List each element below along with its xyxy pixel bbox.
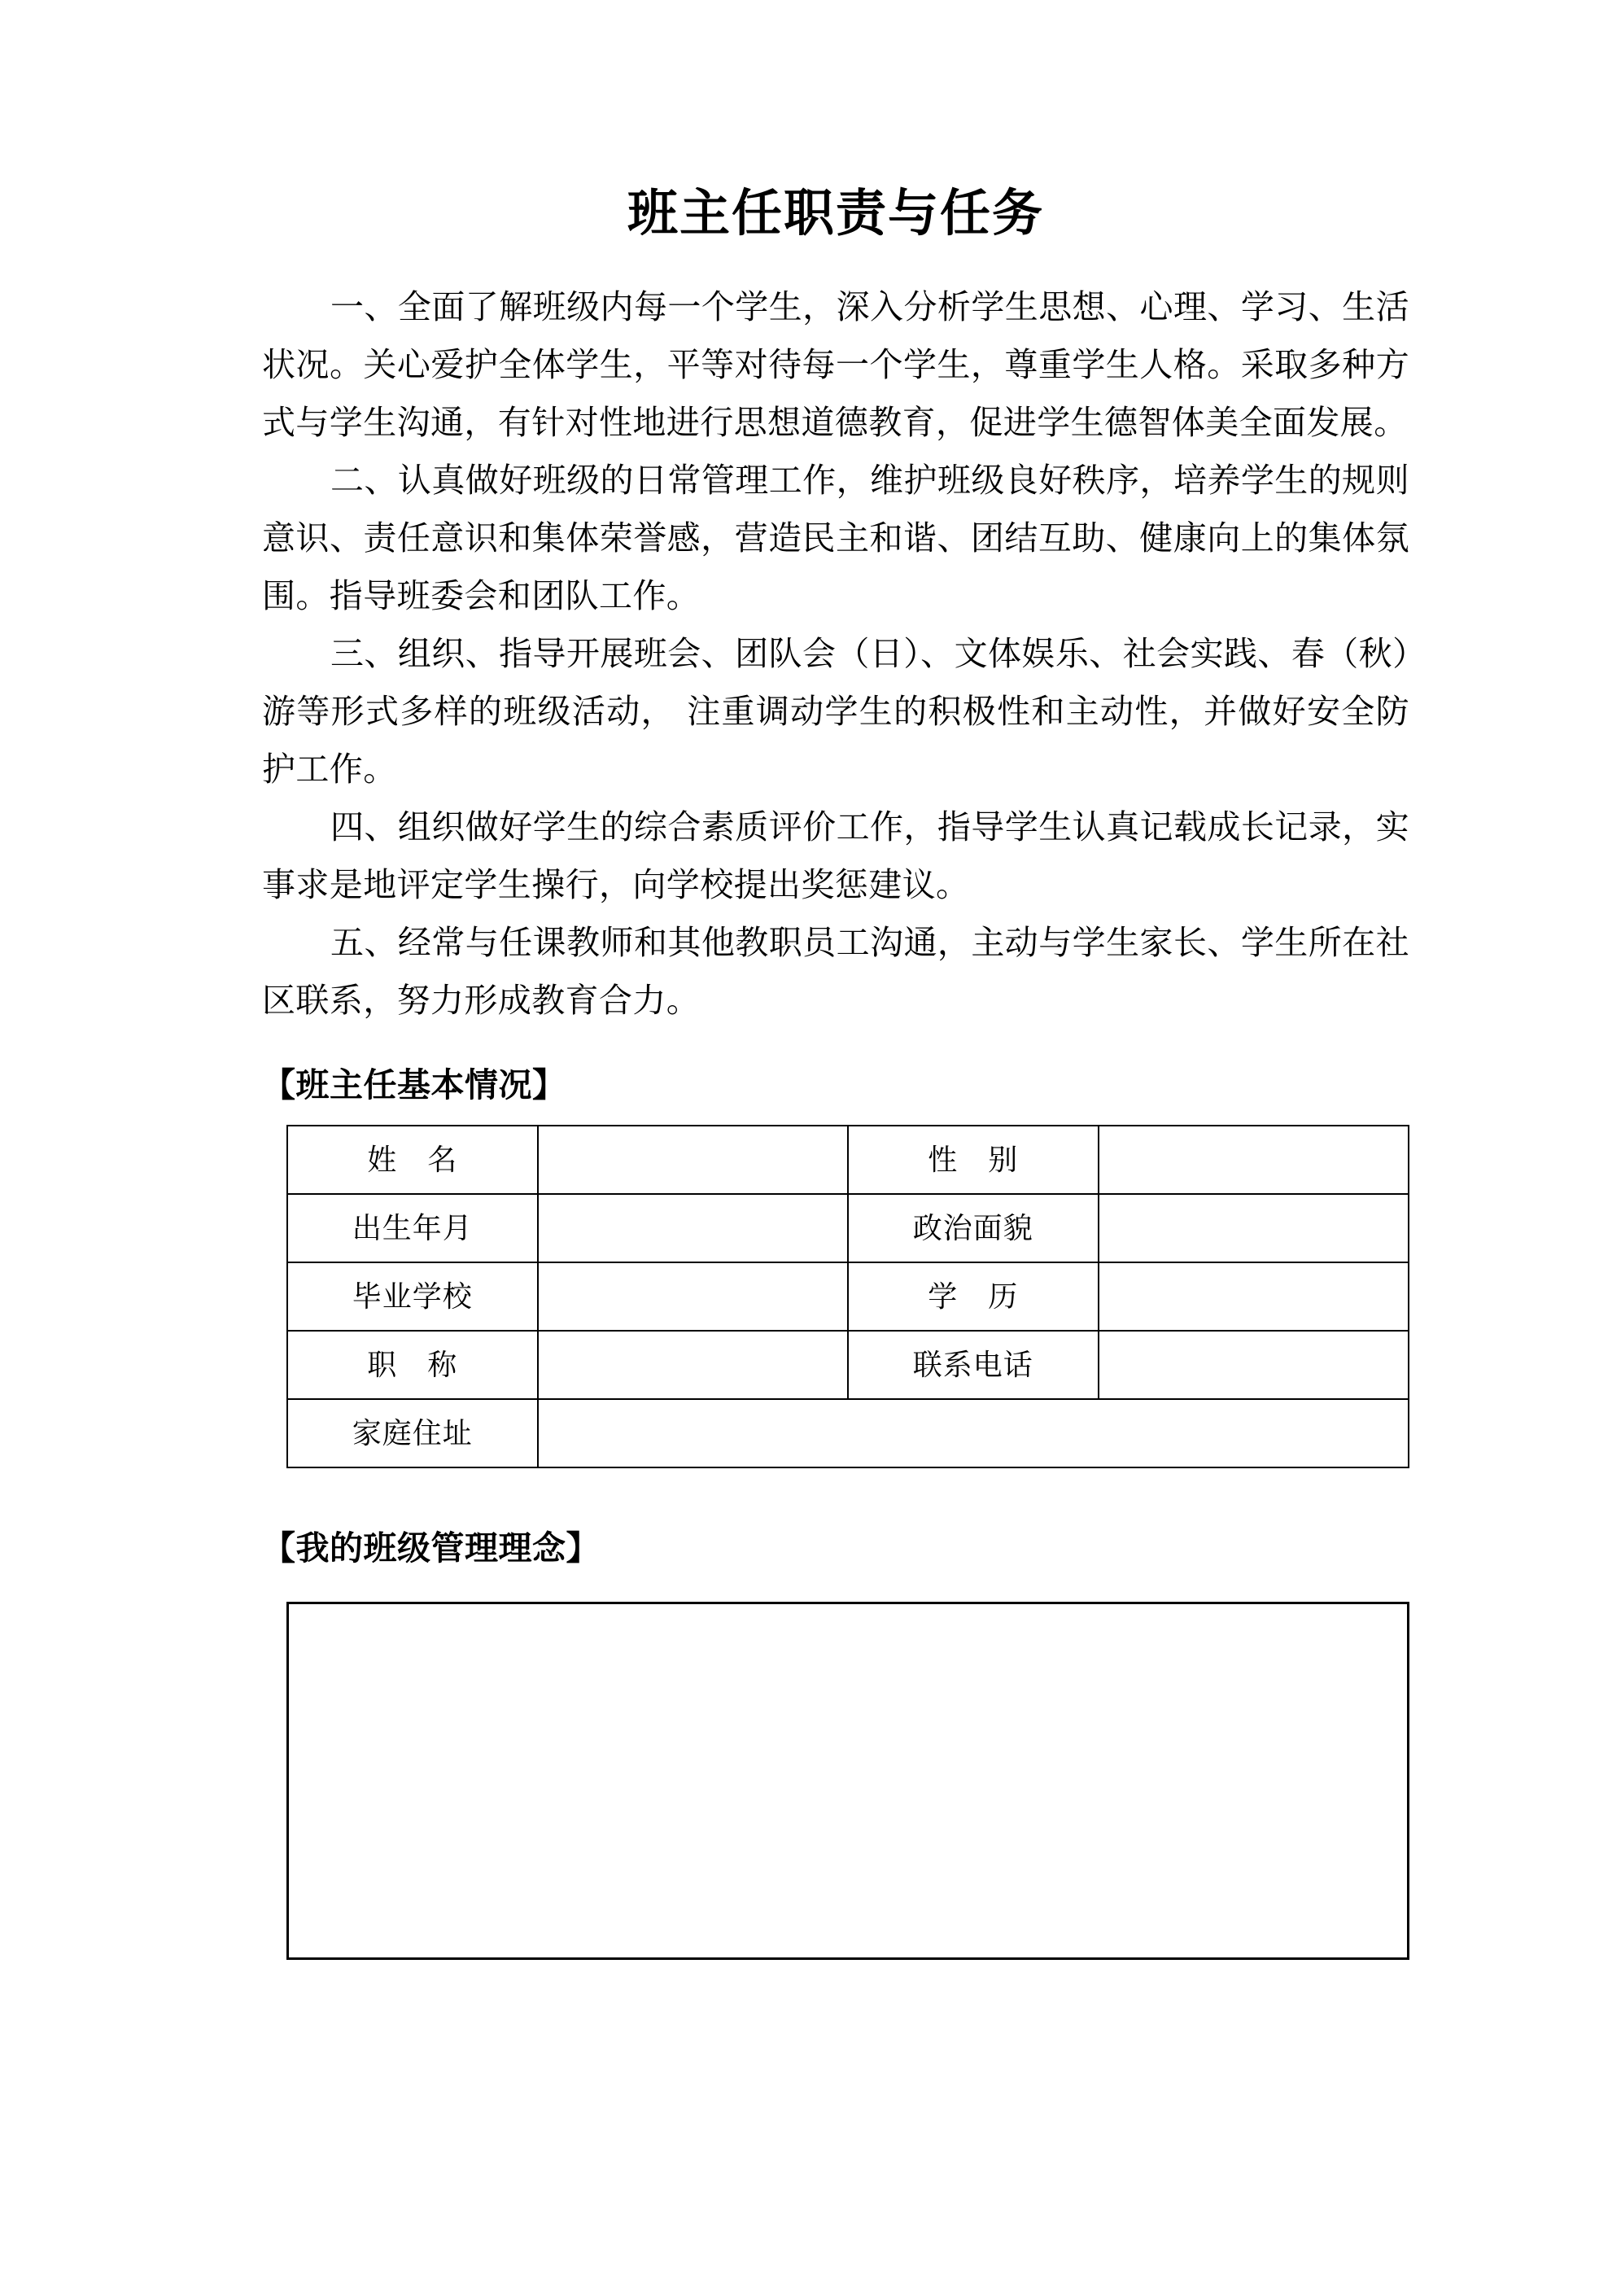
philosophy-answer-box[interactable] xyxy=(286,1602,1409,1960)
table-row xyxy=(287,1126,1409,1194)
table-row xyxy=(287,1194,1409,1262)
field-job-title[interactable] xyxy=(538,1331,848,1399)
page-content xyxy=(262,0,1409,1960)
field-political-status[interactable] xyxy=(1099,1194,1409,1262)
page-title: 班主任职责与任务 xyxy=(627,183,1044,243)
label-education: 学 历 xyxy=(848,1262,1099,1331)
label-home-address: 家庭住址 xyxy=(287,1399,538,1467)
table-row xyxy=(287,1399,1409,1467)
label-graduated-school: 毕业学校 xyxy=(287,1262,538,1331)
duty-item-1: 一、全面了解班级内每一个学生，深入分析学生思想、心理、学习、生活状况。关心爱护全体学生，平等对待每一个学生，尊重学生人格。采取多种方式与学生沟通，有针对性地进行思想道德教育，促进学生德智体美全面发展。 xyxy=(262,287,1409,443)
duty-item-4: 四、组织做好学生的综合素质评价工作，指导学生认真记载成长记录，实事求是地评定学生操行，向学校提出奖惩建议。 xyxy=(262,807,1409,905)
label-name: 姓 名 xyxy=(287,1126,538,1194)
label-phone: 联系电话 xyxy=(848,1331,1099,1399)
label-job-title: 职 称 xyxy=(287,1331,538,1399)
field-graduated-school[interactable] xyxy=(538,1262,848,1331)
philosophy-heading: 【我的班级管理理念】 xyxy=(262,1528,600,1568)
duty-item-5: 五、经常与任课教师和其他教职员工沟通，主动与学生家长、学生所在社区联系，努力形成教育合力。 xyxy=(262,923,1409,1021)
field-home-address[interactable] xyxy=(538,1399,1409,1467)
basic-info-table-wrap xyxy=(286,1125,1409,1468)
field-name[interactable] xyxy=(538,1126,848,1194)
basic-info-table xyxy=(286,1125,1409,1468)
field-gender[interactable] xyxy=(1099,1126,1409,1194)
table-row xyxy=(287,1331,1409,1399)
label-political-status: 政治面貌 xyxy=(848,1194,1099,1262)
philosophy-answer-text[interactable] xyxy=(289,1604,1407,1957)
field-phone[interactable] xyxy=(1099,1331,1409,1399)
field-birth-date[interactable] xyxy=(538,1194,848,1262)
table-row xyxy=(287,1262,1409,1331)
field-education[interactable] xyxy=(1099,1262,1409,1331)
label-birth-date: 出生年月 xyxy=(287,1194,538,1262)
duties-list xyxy=(262,278,1409,1030)
duty-item-2: 二、认真做好班级的日常管理工作，维护班级良好秩序，培养学生的规则意识、责任意识和集体荣誉感，营造民主和谐、团结互助、健康向上的集体氛围。指导班委会和团队工作。 xyxy=(262,461,1409,616)
duty-item-3: 三、组织、指导开展班会、团队会（日）、文体娱乐、社会实践、春（秋）游等形式多样的班级活动， 注重调动学生的积极性和主动性，并做好安全防护工作。 xyxy=(262,634,1409,789)
label-gender: 性 别 xyxy=(848,1126,1099,1194)
basic-info-heading: 【班主任基本情况】 xyxy=(262,1065,566,1105)
